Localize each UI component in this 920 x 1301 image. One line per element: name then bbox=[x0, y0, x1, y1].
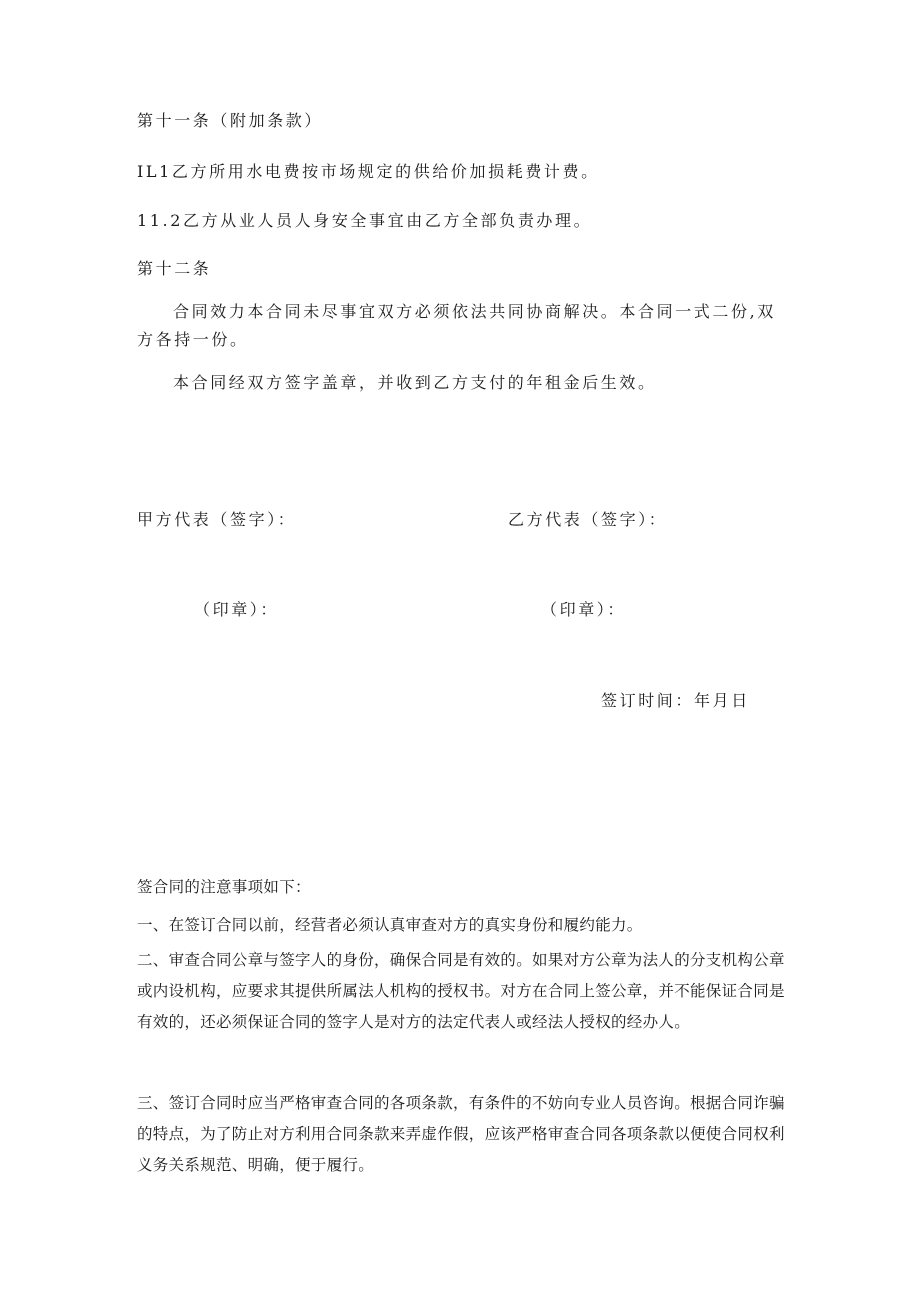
article-12-paragraph-1: 合同效力本合同未尽事宜双方必须依法共同协商解决。本合同一式二份,双方各持一份。 bbox=[137, 302, 776, 349]
signing-date: 签订时间：年月日 bbox=[601, 691, 750, 710]
party-b-representative-signature: 乙方代表（签字）： bbox=[508, 510, 668, 529]
article-11-title: 第十一条（附加条款） bbox=[137, 111, 324, 130]
party-b-seal: （印章）： bbox=[541, 600, 627, 619]
article-12-paragraph-2: 本合同经双方签字盖章，并收到乙方支付的年租金后生效。 bbox=[173, 373, 657, 392]
note-item-3: 三、签订合同时应当严格审查合同的各项条款，有条件的不妨向专业人员咨询。根据合同诈骗的特点，为了防止对方利用合同条款来弄虚作假，应该严格审查合同各项条款以便使合同权利义务关系规范、明确，便于履行。 bbox=[137, 1094, 785, 1174]
article-12-title: 第十二条 bbox=[137, 259, 212, 278]
clause-11-1: IL1乙方所用水电费按市场规定的供给价加损耗费计费。 bbox=[137, 162, 600, 181]
notes-title: 签合同的注意事项如下： bbox=[137, 878, 311, 896]
note-item-1: 一、在签订合同以前，经营者必须认真审查对方的真实身份和履约能力。 bbox=[137, 916, 643, 934]
party-a-seal: （印章）： bbox=[194, 600, 280, 619]
clause-11-2: 11.2乙方从业人员人身安全事宜由乙方全部负责办理。 bbox=[137, 211, 593, 230]
note-item-2: 二、审查合同公章与签字人的身份，确保合同是有效的。如果对方公章为法人的分支机构公章或内设机构，应要求其提供所属法人机构的授权书。对方在合同上签公章，并不能保证合同是有效的，还必须保证合同的签字人是对方的法定代表人或经法人授权的经办人。 bbox=[137, 951, 785, 1031]
party-a-representative-signature: 甲方代表（签字）： bbox=[137, 510, 297, 529]
